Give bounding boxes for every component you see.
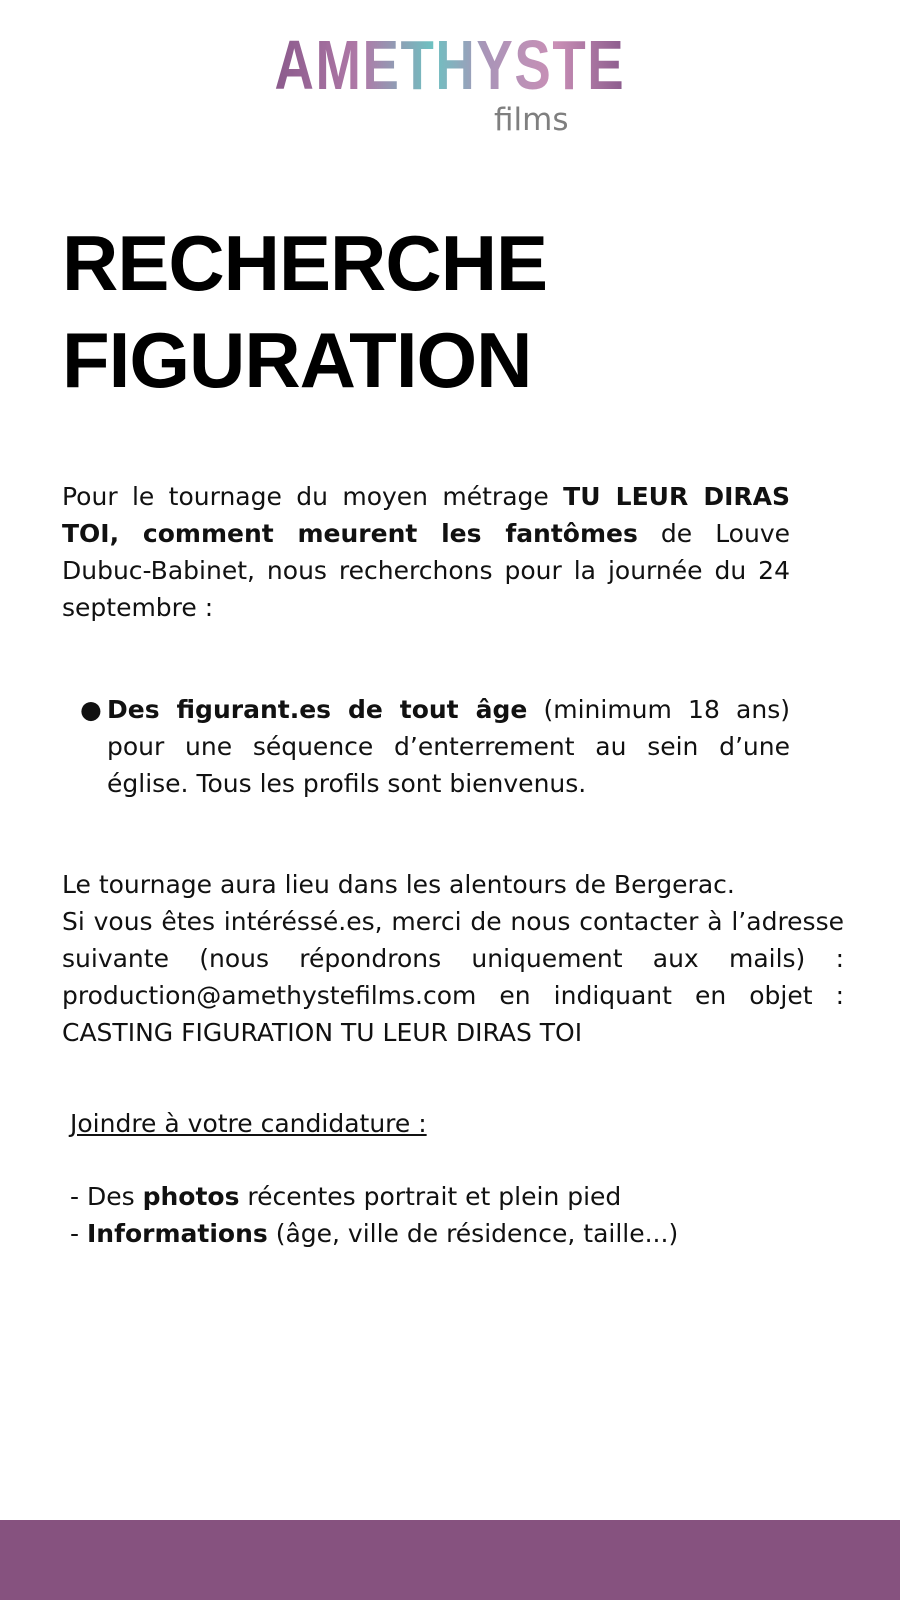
film-title: TU LEUR DIRAS TOI, comment meurent les fantômes xyxy=(62,482,790,548)
amethyste-films-logo xyxy=(0,26,900,138)
item-prefix: - xyxy=(70,1219,87,1248)
item-bold: Informations xyxy=(86,1219,268,1248)
logo-wordmark: AMETHYSTE xyxy=(274,26,626,104)
title-line-2: FIGURATION xyxy=(62,316,532,404)
footer-bar xyxy=(0,1520,900,1600)
title-line-1: RECHERCHE xyxy=(62,219,548,307)
item-suffix: (âge, ville de résidence, taille...) xyxy=(267,1219,679,1248)
contact-text: Si vous êtes intéréssé.es, merci de nous contacter à l’adresse suivante (nous répondrons uniquement aux mails) : production@amethystefilms.com en indiquant en objet : CASTING FIGURATION TU LEUR DIRAS TOI xyxy=(62,907,844,1047)
intro-prefix: Pour le tournage du moyen métrage xyxy=(62,482,564,511)
application-list xyxy=(70,1178,678,1252)
list-item xyxy=(70,1215,678,1252)
application-heading: Joindre à votre candidature : xyxy=(70,1109,427,1138)
item-bold: photos xyxy=(142,1182,240,1211)
intro-suffix: de Louve Dubuc-Babinet, nous recherchons pour la journée du 24 septembre : xyxy=(62,519,791,622)
bullet-text xyxy=(107,691,790,802)
bullet-icon: ● xyxy=(80,695,102,724)
bullet-bold: Des figurant.es de tout âge xyxy=(107,695,528,724)
intro-paragraph xyxy=(62,478,790,626)
bullet-rest: (minimum 18 ans) pour une séquence d’enterrement au sein d’une église. Tous les profils sont bienvenus. xyxy=(107,695,790,798)
item-suffix: récentes portrait et plein pied xyxy=(239,1182,622,1211)
practical-info xyxy=(62,866,844,1051)
item-prefix: - Des xyxy=(70,1182,143,1211)
page-title xyxy=(62,215,547,409)
location-line: Le tournage aura lieu dans les alentours de Bergerac. xyxy=(62,870,735,899)
list-item xyxy=(70,1178,678,1215)
logo-subtitle: films xyxy=(494,102,569,138)
